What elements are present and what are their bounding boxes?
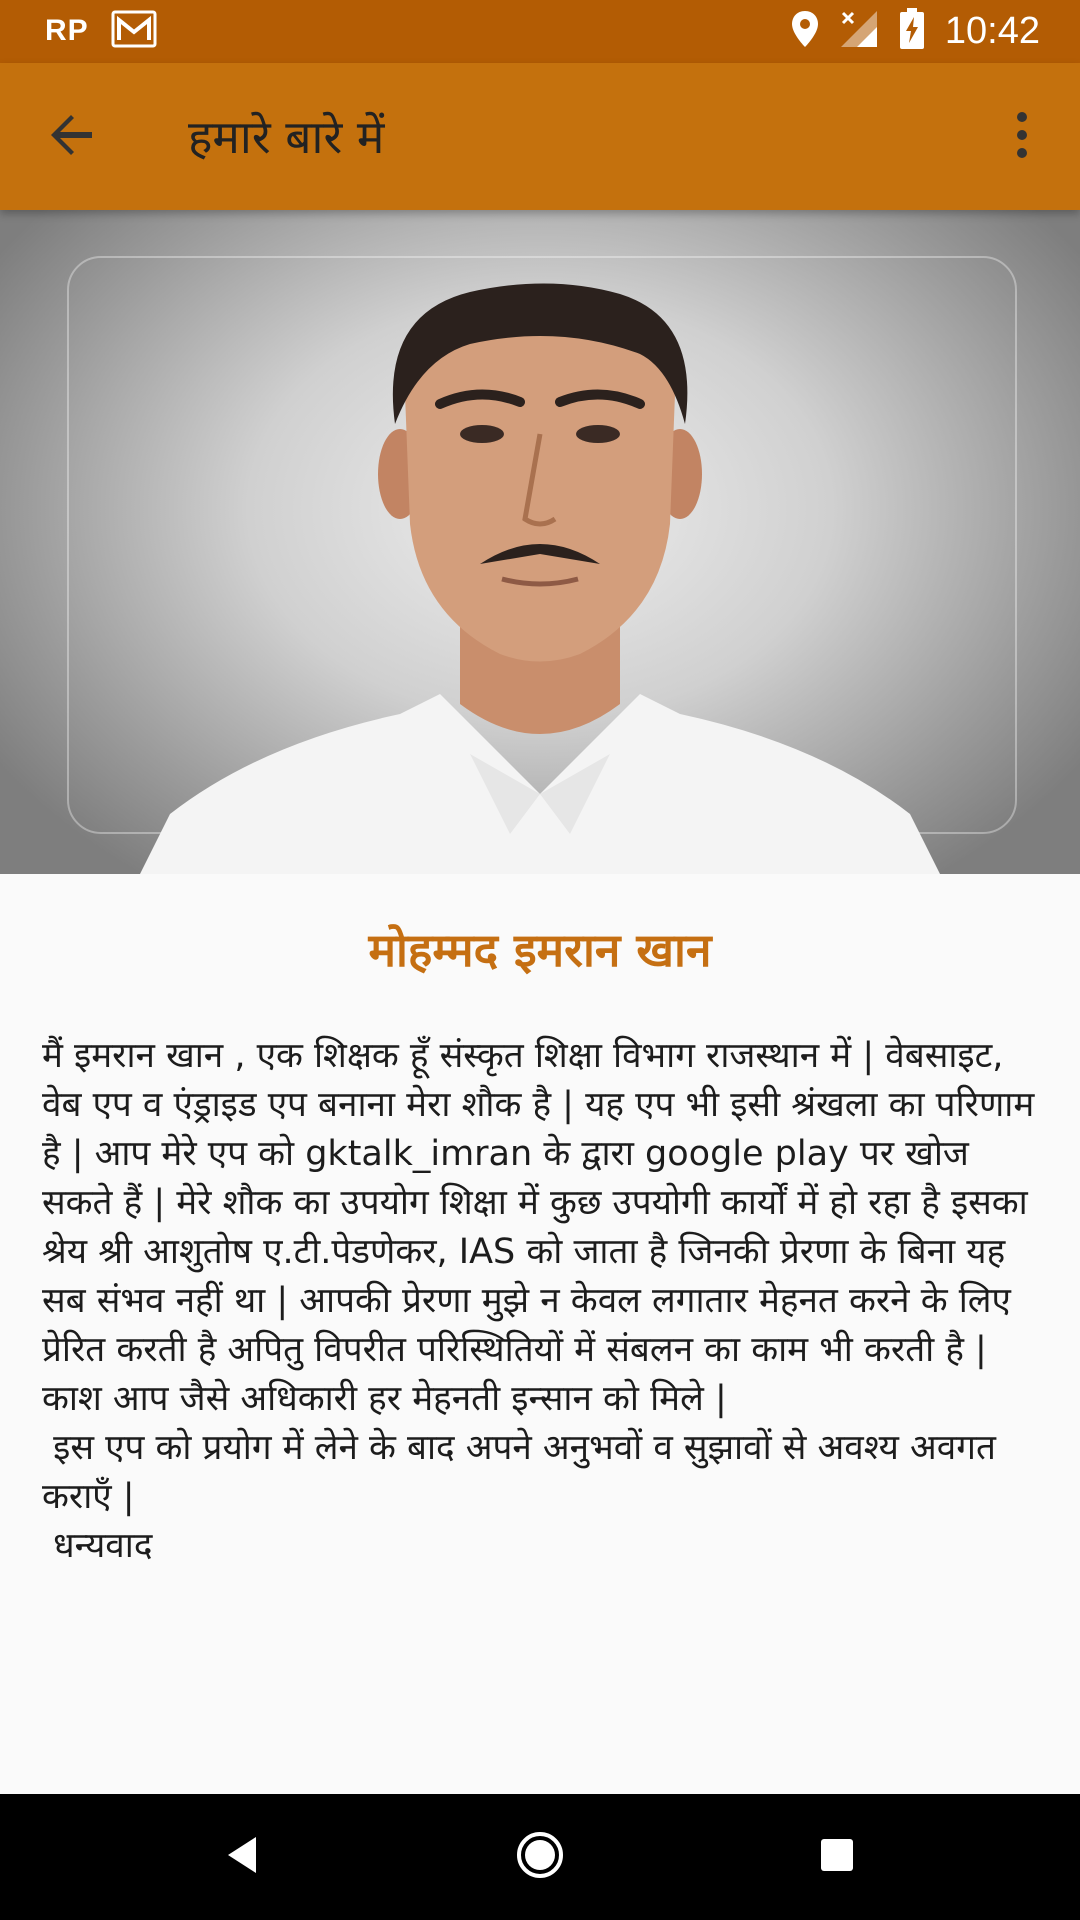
nav-home-icon [515, 1830, 565, 1884]
profile-photo [0, 210, 1080, 874]
status-bar [0, 0, 1080, 63]
clock: 10:42 [944, 9, 1040, 52]
nav-home-button[interactable] [503, 1820, 577, 1894]
nav-back-icon [222, 1833, 262, 1881]
portrait-illustration [140, 274, 940, 874]
carrier-label: RP [45, 14, 89, 47]
bio-paragraph: मैं इमरान खान , एक शिक्षक हूँ संस्कृत शिक्षा विभाग राजस्थान में | वेबसाइट, वेब एप व एंड्राइड एप बनाना मेरा शौक है | यह एप भी इसी श्रंखला का परिणाम है | आप मेरे एप को gktalk_imran के द्वारा google play पर खोज सकते हैं | मेरे शौक का उपयोग शिक्षा में कुछ उपयोगी कार्यों में हो रहा है इसका श्रेय श्री आशुतोष ए.टी.पेडणेकर, IAS को जाता है जिनकी प्रेरणा के बिना यह सब संभव नहीं था | आपकी प्रेरणा मुझे न केवल लगातार मेहनत करने के लिए प्रेरित करती है अपितु विपरीत परिस्थितियों में संबलन का काम भी करती है | काश आप जैसे अधिकारी हर मेहनती इन्सान को मिले | [42, 1036, 1046, 1419]
status-right [791, 8, 1040, 54]
page-title: हमारे बारे में [188, 110, 385, 164]
person-name: मोहम्मद इमरान खान [368, 923, 712, 977]
back-button[interactable] [36, 101, 108, 173]
system-nav-bar [0, 1794, 1080, 1920]
bio-text [42, 1032, 1046, 1571]
overflow-menu-button[interactable] [986, 101, 1058, 173]
bio-thanks: धन्यवाद [42, 1526, 153, 1566]
arrow-back-icon [48, 111, 96, 163]
location-icon [791, 10, 819, 52]
signal-off-icon [839, 9, 879, 53]
gmail-icon [111, 10, 157, 52]
battery-charging-icon [899, 8, 925, 54]
nav-back-button[interactable] [205, 1820, 279, 1894]
nav-recents-icon [819, 1837, 855, 1877]
more-vert-icon [1015, 111, 1029, 163]
bio-request: इस एप को प्रयोग में लेने के बाद अपने अनुभवों व सुझावों से अवश्य अवगत कराएँ | [42, 1428, 1008, 1517]
status-left [45, 10, 157, 52]
app-bar [0, 63, 1080, 210]
nav-recents-button[interactable] [800, 1820, 874, 1894]
